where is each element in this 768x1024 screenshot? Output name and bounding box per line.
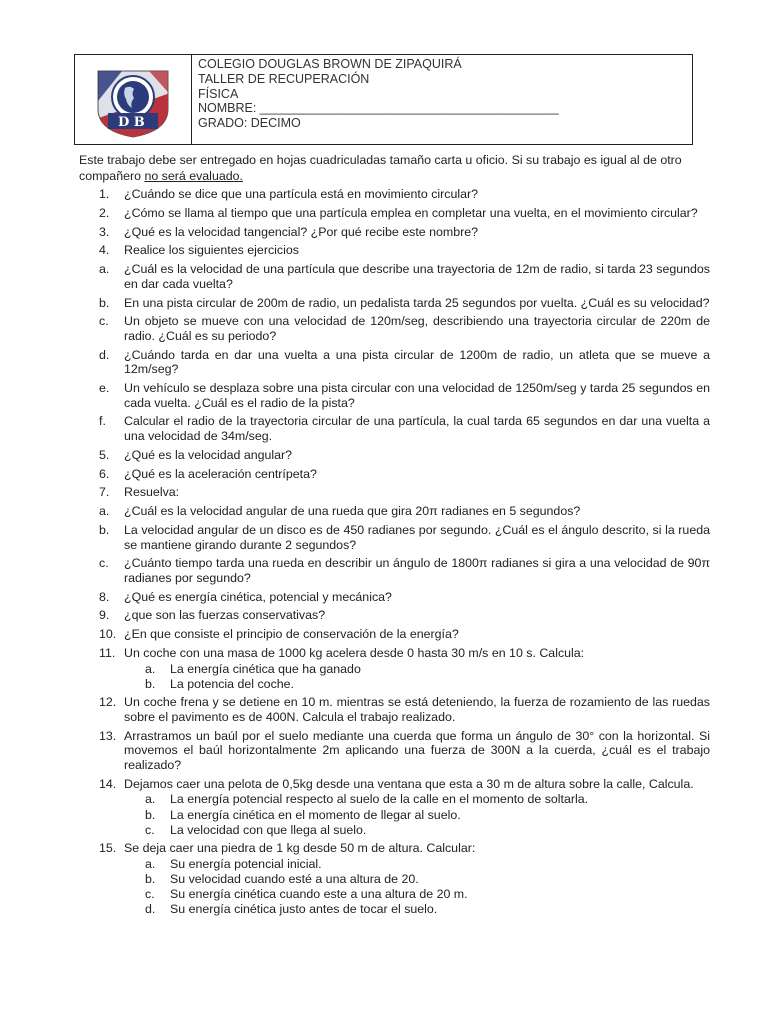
workshop-title: TALLER DE RECUPERACIÓN [198, 71, 370, 86]
sub-item-marker: a. [145, 856, 156, 871]
list-item [79, 296, 710, 311]
list-item [79, 314, 710, 343]
list-item [79, 414, 710, 443]
sub-item-text: La energía cinética en el momento de llegar al suelo. [170, 807, 461, 822]
intro-text: Este trabajo debe ser entregado en hojas cuadriculadas tamaño carta u oficio. Si su trabajo es igual al de otro compañero [79, 153, 682, 183]
item-marker: c. [99, 314, 109, 329]
sub-item [79, 662, 710, 677]
list-item [79, 504, 710, 519]
item-marker: 7. [99, 485, 110, 500]
sub-item [79, 823, 710, 838]
item-text: ¿Cuál es la velocidad de una partícula que describe una trayectoria de 12m de radio, si tarda 23 segundos en dar cada vuelta? [124, 262, 710, 291]
item-text: Un coche con una masa de 1000 kg acelera desde 0 hasta 30 m/s en 10 s. Calcula: [124, 646, 585, 660]
list-item [79, 646, 710, 661]
item-text: ¿que son las fuerzas conservativas? [124, 608, 326, 623]
item-marker: 3. [99, 224, 110, 239]
school-name: COLEGIO DOUGLAS BROWN DE ZIPAQUIRÁ [198, 57, 462, 71]
item-marker: f. [99, 414, 106, 429]
list-item [79, 262, 710, 291]
sub-item-text: La energía cinética que ha ganado [170, 661, 361, 676]
sub-item [79, 872, 710, 887]
list-item [79, 348, 710, 377]
list-item [79, 225, 710, 240]
sub-item-marker: c. [145, 822, 155, 837]
sub-item-text: Su velocidad cuando esté a una altura de 20. [170, 872, 419, 887]
item-text: ¿Qué es energía cinética, potencial y mecánica? [124, 589, 392, 604]
list-item [79, 381, 710, 410]
item-text: En una pista circular de 200m de radio, un pedalista tarda 25 segundos por vuelta. ¿Cuál es su velocidad? [124, 295, 710, 310]
item-text: Un objeto se mueve con una velocidad de 120m/seg, describiendo una trayectoria circular de 220m de radio. ¿Cuál es su periodo? [124, 314, 710, 343]
item-text: ¿Cuándo se dice que una partícula está en movimiento circular? [124, 187, 479, 201]
item-marker: 14. [99, 776, 117, 791]
item-marker: 11. [99, 646, 116, 660]
school-crest-icon [90, 61, 176, 139]
sub-item-marker: b. [145, 872, 156, 887]
sub-item-marker: d. [145, 902, 156, 917]
item-marker: a. [99, 504, 110, 519]
item-marker: 13. [99, 728, 117, 743]
item-marker: b. [99, 295, 110, 310]
sub-item [79, 902, 710, 917]
list-item [79, 187, 710, 202]
item-marker: a. [99, 262, 110, 277]
item-marker: 5. [99, 447, 110, 462]
list-item [79, 448, 710, 463]
list-item [79, 523, 710, 552]
item-text: ¿Qué es la velocidad tangencial? ¿Por qué recibe este nombre? [124, 224, 479, 239]
list-item [79, 841, 710, 856]
item-text: Un vehículo se desplaza sobre una pista circular con una velocidad de 1250m/seg y tarda 25 segundos en cada vuelta. ¿Cuál es el radio de la pista? [124, 381, 710, 410]
item-text: Resuelva: [124, 485, 180, 500]
item-marker: 6. [99, 466, 110, 481]
item-marker: 9. [99, 608, 110, 623]
sub-item-marker: a. [145, 792, 156, 807]
item-text: Realice los siguientes ejercicios [124, 243, 299, 258]
sub-item-text: Su energía cinética cuando este a una altura de 20 m. [170, 887, 468, 902]
list-item [79, 467, 710, 482]
list-item [79, 729, 710, 773]
item-text: Un coche frena y se detiene en 10 m. mientras se está deteniendo, la fuerza de rozamiento de las ruedas sobre el pavimento es de 400N. Calcula el trabajo realizado. [124, 695, 710, 725]
sub-item-text: La energía potencial respecto al suelo de la calle en el momento de soltarla. [170, 792, 589, 807]
sub-item-marker: b. [145, 807, 156, 822]
subject: FÍSICA [198, 86, 239, 101]
item-marker: d. [99, 347, 110, 362]
item-text: Arrastramos un baúl por el suelo mediante una cuerda que forma un ángulo de 30° con la horizontal. Si movemos el baúl horizontalmente 2m aplicando una fuerza de 300N a la cuerda, ¿cuál es el trabajo realizado? [124, 728, 710, 773]
list-item [79, 485, 710, 500]
item-text: ¿Cuándo tarda en dar una vuelta a una pista circular de 1200m de radio, un atleta que se mueve a 12m/seg? [124, 347, 710, 377]
item-marker: 8. [99, 589, 110, 604]
item-marker: 4. [99, 243, 110, 258]
question-list [79, 187, 710, 921]
item-marker: c. [99, 556, 109, 571]
item-text: Dejamos caer una pelota de 0,5kg desde una ventana que esta a 30 m de altura sobre la calle, Calcula. [124, 776, 694, 791]
item-marker: 10. [99, 627, 117, 642]
list-item [79, 777, 710, 792]
grade: GRADO: DECIMO [198, 116, 301, 131]
item-text: La velocidad angular de un disco es de 450 radianes por segundo. ¿Cuál es el ángulo descrito, si la rueda se mantiene girando durante 2 segundos? [124, 522, 710, 552]
list-item [79, 590, 710, 605]
sub-item-text: La velocidad con que llega al suelo. [170, 822, 367, 837]
sub-item [79, 887, 710, 902]
intro-paragraph [79, 152, 710, 184]
item-marker: 2. [99, 205, 110, 220]
intro-underlined: no será evaluado. [144, 169, 243, 183]
item-text: Se deja caer una piedra de 1 kg desde 50 m de altura. Calcular: [124, 841, 476, 856]
sub-item-text: La potencia del coche. [170, 676, 294, 691]
item-marker: 1. [99, 187, 110, 201]
item-text: ¿Qué es la velocidad angular? [124, 447, 293, 462]
item-text: ¿Qué es la aceleración centrípeta? [124, 466, 317, 481]
sub-item [79, 792, 710, 807]
sub-item [79, 857, 710, 872]
item-marker: b. [99, 522, 110, 537]
list-item [79, 243, 710, 258]
item-marker: 15. [99, 841, 117, 856]
list-item [79, 695, 710, 724]
list-item [79, 608, 710, 623]
header-info [192, 55, 692, 144]
list-item [79, 627, 710, 642]
list-item [79, 206, 710, 221]
sub-item [79, 677, 710, 692]
item-text: ¿Cuál es la velocidad angular de una rueda que gira 20π radianes en 5 segundos? [124, 504, 581, 519]
item-text: Calcular el radio de la trayectoria circular de una partícula, la cual tarda 65 segundos en dar una vuelta a una velocidad de 34m/seg. [124, 414, 710, 443]
item-marker: 12. [99, 695, 117, 710]
name-field-line: NOMBRE: ___________________________________________ [198, 101, 559, 116]
sub-item-marker: b. [145, 676, 156, 691]
sub-item-text: Su energía cinética justo antes de tocar el suelo. [170, 902, 438, 917]
sub-item [79, 808, 710, 823]
list-item [79, 556, 710, 585]
item-marker: e. [99, 381, 110, 396]
sub-item-marker: a. [145, 661, 156, 676]
item-text: ¿En que consiste el principio de conservación de la energía? [124, 627, 459, 642]
header-table [74, 54, 693, 145]
sub-item-marker: c. [145, 887, 155, 902]
logo-letters: D B [118, 114, 145, 130]
item-text: ¿Cuánto tiempo tarda una rueda en describir un ángulo de 1800π radianes si gira a una velocidad de 90π radianes por segundo? [124, 556, 710, 585]
sub-item-text: Su energía potencial inicial. [170, 856, 322, 871]
item-text: ¿Cómo se llama al tiempo que una partícula emplea en completar una vuelta, en el movimiento circular? [124, 205, 698, 220]
school-logo-cell [75, 55, 192, 144]
